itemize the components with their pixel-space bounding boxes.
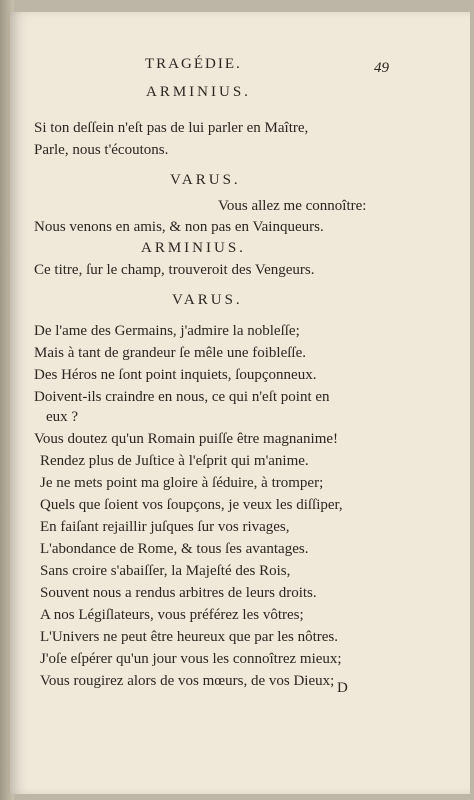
- verse-line: De l'ame des Germains, j'admire la nobleſſe;: [34, 323, 300, 339]
- verse-line: Vous allez me connoître:: [218, 198, 367, 214]
- verse-line: A nos Légiſlateurs, vous préférez les vôtres;: [40, 607, 304, 623]
- verse-line: Des Héros ne ſont point inquiets, ſoupçonneux.: [34, 367, 317, 383]
- verse-line: Parle, nous t'écoutons.: [34, 142, 169, 158]
- verse-line: Ce titre, ſur le champ, trouveroit des Vengeurs.: [34, 262, 315, 278]
- speaker-varus: VARUS.: [170, 172, 241, 188]
- verse-line: Vous rougirez alors de vos mœurs, de vos Dieux;: [40, 673, 335, 689]
- verse-line: Mais à tant de grandeur ſe mêle une foibleſſe.: [34, 345, 306, 361]
- running-title: TRAGÉDIE.: [145, 56, 242, 72]
- page-number: 49: [374, 60, 389, 76]
- verse-line: Quels que ſoient vos ſoupçons, je veux les diſſiper,: [40, 497, 343, 513]
- verse-line: Souvent nous a rendus arbitres de leurs droits.: [40, 585, 317, 601]
- signature-mark: D: [337, 680, 348, 696]
- verse-line: L'Univers ne peut être heureux que par les nôtres.: [40, 629, 339, 645]
- verse-line-continuation: eux ?: [46, 409, 79, 425]
- speaker-varus: VARUS.: [172, 292, 243, 308]
- verse-line: En faiſant rejaillir juſques ſur vos rivages,: [40, 519, 290, 535]
- verse-line: Si ton deſſein n'eſt pas de lui parler en Maître,: [34, 120, 309, 136]
- verse-line: Vous doutez qu'un Romain puiſſe être magnanime!: [34, 431, 339, 447]
- verse-line: Nous venons en amis, & non pas en Vainqueurs.: [34, 219, 324, 235]
- verse-line: Doivent-ils craindre en nous, ce qui n'eſt point en: [34, 389, 330, 405]
- verse-line: Sans croire s'abaiſſer, la Majeſté des Rois,: [40, 563, 291, 579]
- speaker-arminius: ARMINIUS.: [141, 240, 246, 256]
- verse-line: J'oſe eſpérer qu'un jour vous les connoîtrez mieux;: [40, 651, 342, 667]
- verse-line: L'abondance de Rome, & tous ſes avantages.: [40, 541, 309, 557]
- verse-line: Rendez plus de Juſtice à l'eſprit qui m'anime.: [40, 453, 309, 469]
- verse-line: Je ne mets point ma gloire à ſéduire, à tromper;: [40, 475, 324, 491]
- speaker-arminius: ARMINIUS.: [146, 84, 251, 100]
